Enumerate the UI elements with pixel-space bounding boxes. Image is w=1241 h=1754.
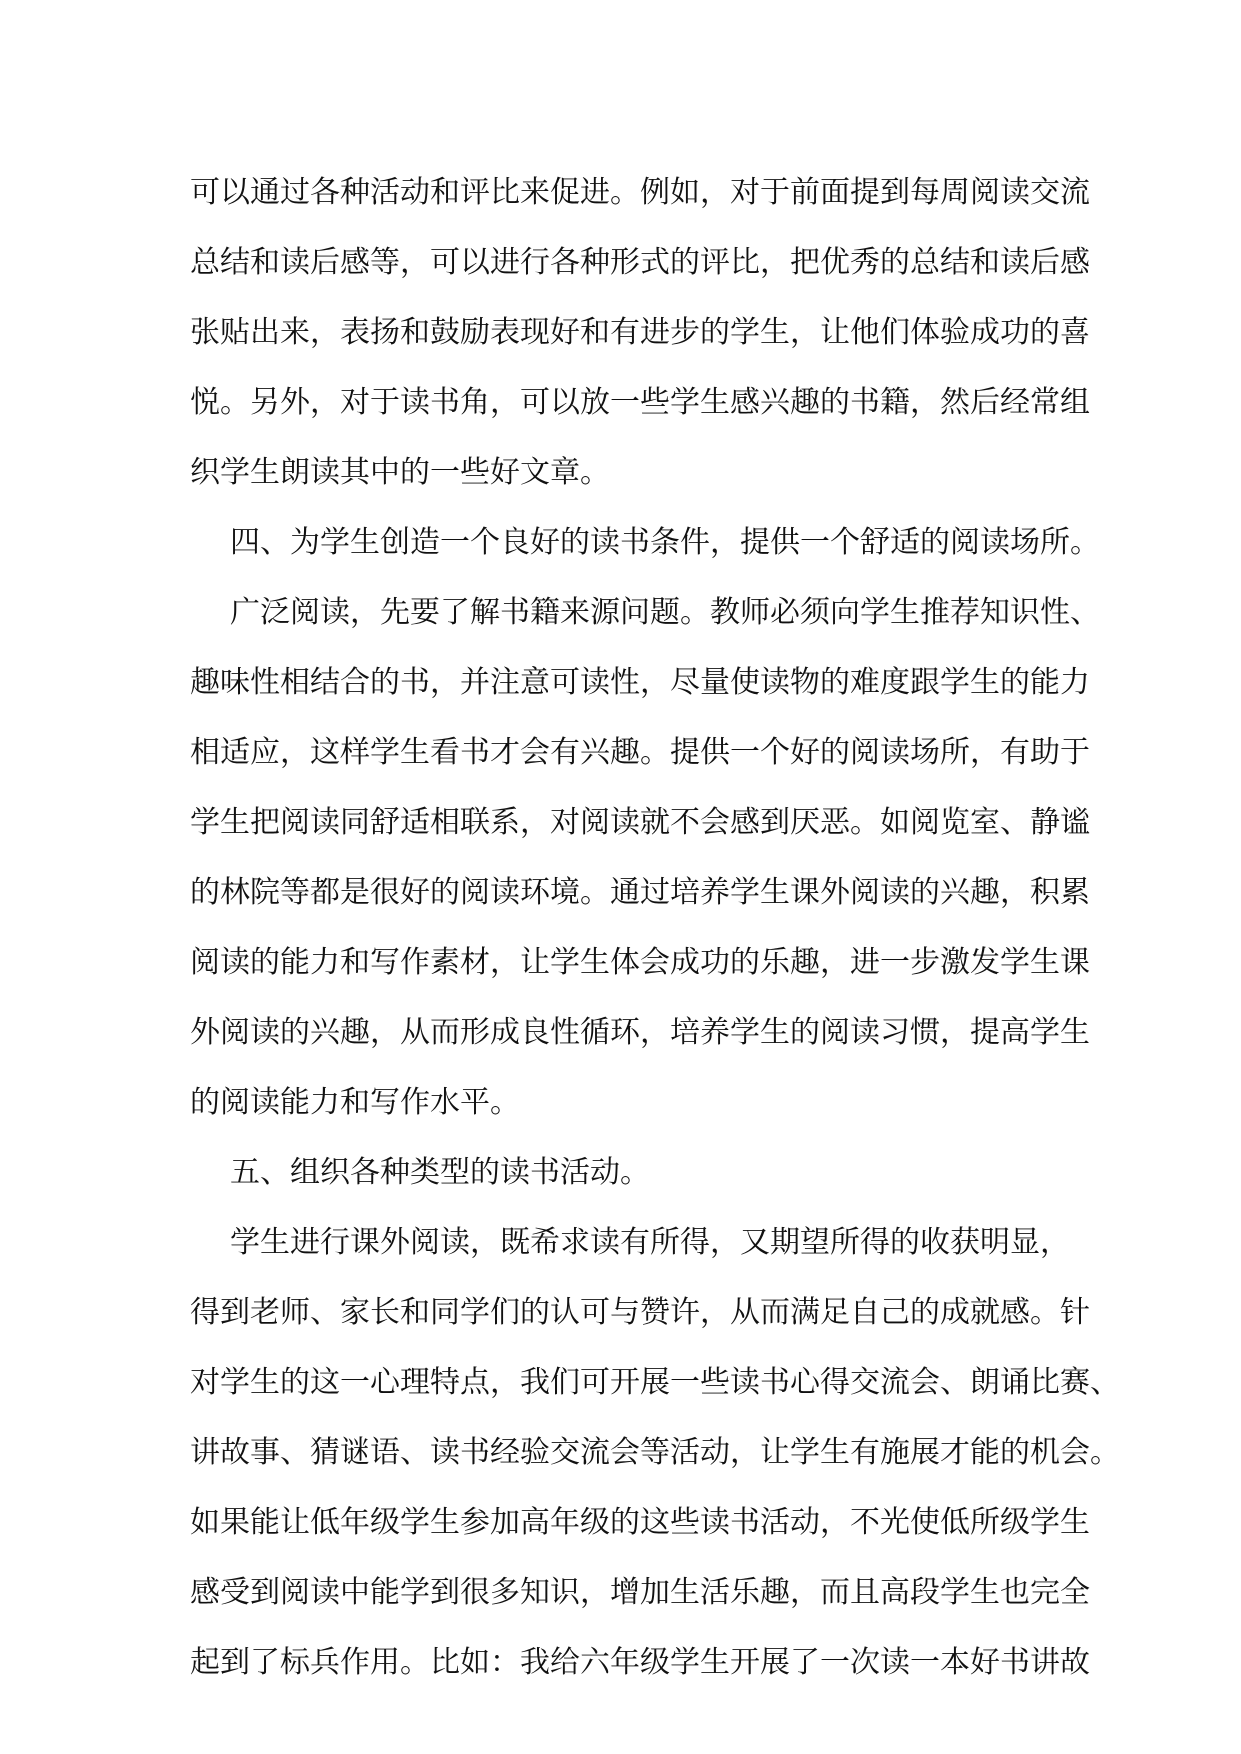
text-line: 的林院等都是很好的阅读环境。通过培养学生课外阅读的兴趣，积累 (190, 875, 1090, 910)
text-line: 学生把阅读同舒适相联系，对阅读就不会感到厌恶。如阅览室、静谧 (190, 805, 1090, 840)
text-line: 外阅读的兴趣，从而形成良性循环，培养学生的阅读习惯，提高学生 (190, 1015, 1090, 1050)
document-body (190, 158, 1120, 1698)
text-line: 得到老师、家长和同学们的认可与赞许，从而满足自己的成就感。针 (190, 1295, 1090, 1330)
text-line: 织学生朗读其中的一些好文章。 (190, 455, 610, 490)
text-line: 张贴出来，表扬和鼓励表现好和有进步的学生，让他们体验成功的喜 (190, 315, 1090, 350)
section-heading: 四、为学生创造一个良好的读书条件，提供一个舒适的阅读场所。 (230, 525, 1100, 560)
text-line: 趣味性相结合的书，并注意可读性，尽量使读物的难度跟学生的能力 (190, 665, 1090, 700)
text-line: 感受到阅读中能学到很多知识，增加生活乐趣，而且高段学生也完全 (190, 1575, 1090, 1610)
text-line: 可以通过各种活动和评比来促进。例如，对于前面提到每周阅读交流 (190, 175, 1090, 210)
text-line: 学生进行课外阅读，既希求读有所得，又期望所得的收获明显， (230, 1225, 1070, 1260)
section-heading: 五、组织各种类型的读书活动。 (230, 1155, 650, 1190)
text-line: 总结和读后感等，可以进行各种形式的评比，把优秀的总结和读后感 (190, 245, 1090, 280)
text-line: 讲故事、猜谜语、读书经验交流会等活动，让学生有施展才能的机会。 (190, 1435, 1120, 1470)
text-line: 如果能让低年级学生参加高年级的这些读书活动，不光使低所级学生 (190, 1505, 1090, 1540)
text-line: 相适应，这样学生看书才会有兴趣。提供一个好的阅读场所，有助于 (190, 735, 1090, 770)
text-line: 对学生的这一心理特点，我们可开展一些读书心得交流会、朗诵比赛、 (190, 1365, 1120, 1400)
text-line: 起到了标兵作用。比如：我给六年级学生开展了一次读一本好书讲故 (190, 1645, 1090, 1680)
text-line: 广泛阅读，先要了解书籍来源问题。教师必须向学生推荐知识性、 (230, 595, 1100, 630)
text-line: 的阅读能力和写作水平。 (190, 1085, 520, 1120)
text-line: 阅读的能力和写作素材，让学生体会成功的乐趣，进一步激发学生课 (190, 945, 1090, 980)
text-line: 悦。另外，对于读书角，可以放一些学生感兴趣的书籍，然后经常组 (190, 385, 1090, 420)
